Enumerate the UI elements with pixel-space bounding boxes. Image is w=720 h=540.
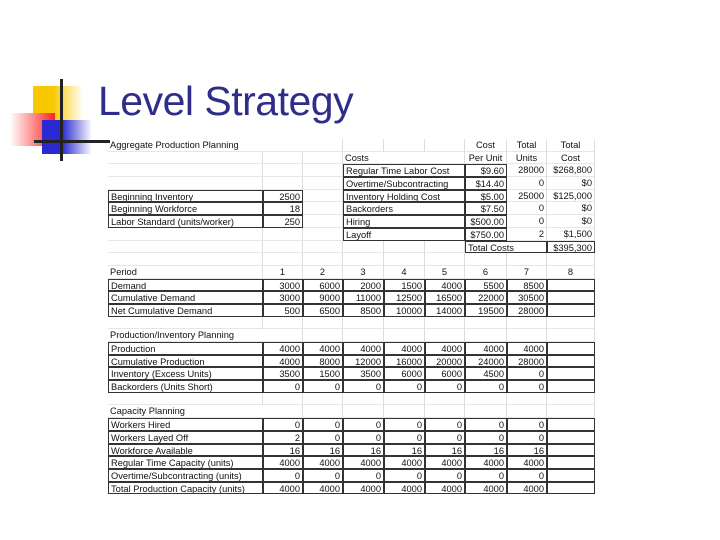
row-value[interactable]: 4000 (425, 279, 465, 292)
empty-cell[interactable] (108, 253, 263, 266)
row-value[interactable]: 14000 (425, 304, 465, 317)
row-value[interactable]: 3000 (263, 279, 303, 292)
header-per-unit[interactable]: Per Unit (465, 152, 507, 165)
row-value[interactable]: 2000 (343, 279, 384, 292)
row-value[interactable]: 11000 (343, 291, 384, 304)
period-label[interactable]: Period (108, 266, 263, 279)
row-value[interactable] (547, 482, 595, 495)
empty-cell[interactable] (108, 164, 263, 177)
empty-cell[interactable] (465, 317, 507, 330)
spreadsheet-table (108, 139, 595, 494)
row-label[interactable]: Net Cumulative Demand (108, 304, 263, 317)
empty-cell[interactable] (263, 253, 303, 266)
row-value[interactable]: 0 (343, 418, 384, 431)
row-value[interactable]: 4000 (465, 482, 507, 495)
period-number[interactable]: 1 (263, 266, 303, 279)
row-value[interactable]: 4000 (343, 456, 384, 469)
cost-per-unit[interactable]: $500.00 (465, 215, 507, 228)
empty-cell[interactable] (263, 241, 303, 254)
row-value[interactable]: 4000 (303, 482, 343, 495)
row-value[interactable] (547, 342, 595, 355)
empty-cell[interactable] (465, 329, 507, 342)
row-value[interactable]: 16 (343, 444, 384, 457)
cost-label[interactable]: Backorders (343, 202, 465, 215)
empty-cell[interactable] (384, 405, 425, 418)
cost-label[interactable]: Inventory Holding Cost (343, 190, 465, 203)
empty-cell[interactable] (465, 393, 507, 406)
row-value[interactable]: 4000 (263, 456, 303, 469)
empty-cell[interactable] (425, 253, 465, 266)
header-units[interactable]: Units (507, 152, 547, 165)
empty-cell[interactable] (263, 317, 303, 330)
empty-cell[interactable] (303, 329, 343, 342)
row-value[interactable]: 0 (465, 431, 507, 444)
row-value[interactable]: 4000 (425, 456, 465, 469)
row-value[interactable]: 4000 (263, 355, 303, 368)
empty-cell[interactable] (465, 253, 507, 266)
empty-cell[interactable] (425, 393, 465, 406)
row-value[interactable] (547, 469, 595, 482)
empty-cell[interactable] (507, 405, 547, 418)
period-number[interactable]: 7 (507, 266, 547, 279)
row-value[interactable]: 8500 (343, 304, 384, 317)
cost-label[interactable]: Overtime/Subcontracting (343, 177, 465, 190)
row-value[interactable]: 4500 (465, 367, 507, 380)
row-value[interactable]: 0 (507, 469, 547, 482)
row-value[interactable]: 4000 (425, 342, 465, 355)
cost-label[interactable]: Hiring (343, 215, 465, 228)
row-value[interactable]: 0 (384, 380, 425, 393)
row-value[interactable]: 4000 (507, 482, 547, 495)
row-value[interactable]: 8000 (303, 355, 343, 368)
row-value[interactable]: 6000 (425, 367, 465, 380)
row-value[interactable] (547, 380, 595, 393)
empty-cell[interactable] (384, 241, 425, 254)
row-value[interactable]: 4000 (384, 482, 425, 495)
empty-cell[interactable] (303, 393, 343, 406)
empty-cell[interactable] (303, 241, 343, 254)
empty-cell[interactable] (263, 152, 303, 165)
empty-cell[interactable] (507, 329, 547, 342)
empty-cell[interactable] (343, 329, 384, 342)
row-value[interactable]: 0 (303, 431, 343, 444)
empty-cell[interactable] (303, 405, 343, 418)
row-label[interactable]: Total Production Capacity (units) (108, 482, 263, 495)
row-value[interactable]: 0 (343, 469, 384, 482)
header-cost-2[interactable]: Cost (547, 152, 595, 165)
period-number[interactable]: 5 (425, 266, 465, 279)
horizontal-line-decoration (34, 140, 110, 143)
row-value[interactable]: 4000 (384, 342, 425, 355)
total-costs-label[interactable]: Total Costs (465, 241, 547, 254)
row-label[interactable]: Overtime/Subcontracting (units) (108, 469, 263, 482)
row-value[interactable] (547, 355, 595, 368)
row-value[interactable]: 0 (303, 418, 343, 431)
period-number[interactable]: 8 (547, 266, 595, 279)
input-value[interactable]: 250 (263, 215, 303, 228)
empty-cell[interactable] (108, 228, 263, 241)
row-value[interactable]: 9000 (303, 291, 343, 304)
cost-units[interactable]: 0 (507, 215, 547, 228)
empty-cell[interactable] (507, 317, 547, 330)
input-label[interactable]: Labor Standard (units/worker) (108, 215, 263, 228)
cost-per-unit[interactable]: $750.00 (465, 228, 507, 241)
empty-cell[interactable] (303, 215, 343, 228)
row-value[interactable]: 3500 (263, 367, 303, 380)
empty-cell[interactable] (547, 317, 595, 330)
row-value[interactable]: 6000 (384, 367, 425, 380)
empty-cell[interactable] (343, 139, 384, 152)
cost-total[interactable]: $268,800 (547, 164, 595, 177)
empty-cell[interactable] (425, 317, 465, 330)
row-value[interactable]: 30500 (507, 291, 547, 304)
cost-total[interactable]: $0 (547, 202, 595, 215)
row-value[interactable]: 19500 (465, 304, 507, 317)
row-value[interactable]: 4000 (384, 456, 425, 469)
row-value[interactable]: 3000 (263, 291, 303, 304)
input-value[interactable]: 2500 (263, 190, 303, 203)
empty-cell[interactable] (343, 405, 384, 418)
row-value[interactable]: 0 (465, 380, 507, 393)
empty-cell[interactable] (465, 405, 507, 418)
cost-total[interactable]: $1,500 (547, 228, 595, 241)
row-value[interactable]: 4000 (343, 342, 384, 355)
row-value[interactable] (547, 304, 595, 317)
row-value[interactable]: 24000 (465, 355, 507, 368)
row-value[interactable]: 0 (425, 418, 465, 431)
input-label[interactable]: Beginning Inventory (108, 190, 263, 203)
row-value[interactable]: 0 (507, 367, 547, 380)
row-label[interactable]: Production (108, 342, 263, 355)
empty-cell[interactable] (108, 177, 263, 190)
cost-label[interactable]: Regular Time Labor Cost (343, 164, 465, 177)
empty-cell[interactable] (425, 241, 465, 254)
row-value[interactable]: 2 (263, 431, 303, 444)
row-value[interactable]: 0 (507, 418, 547, 431)
row-value[interactable]: 4000 (425, 482, 465, 495)
row-value[interactable]: 16500 (425, 291, 465, 304)
row-value[interactable]: 3500 (343, 367, 384, 380)
row-value[interactable]: 16 (303, 444, 343, 457)
row-value[interactable]: 16 (425, 444, 465, 457)
cost-total[interactable]: $125,000 (547, 190, 595, 203)
row-label[interactable]: Cumulative Demand (108, 291, 263, 304)
row-value[interactable]: 0 (425, 469, 465, 482)
empty-cell[interactable] (303, 228, 343, 241)
period-number[interactable]: 3 (343, 266, 384, 279)
header-total-units[interactable]: Total (507, 139, 547, 152)
empty-cell[interactable] (303, 202, 343, 215)
section-heading-production[interactable]: Production/Inventory Planning (108, 329, 303, 342)
row-label[interactable]: Regular Time Capacity (units) (108, 456, 263, 469)
row-value[interactable]: 0 (263, 380, 303, 393)
row-value[interactable]: 4000 (507, 342, 547, 355)
cost-units[interactable]: 28000 (507, 164, 547, 177)
cost-total[interactable]: $0 (547, 215, 595, 228)
cost-units[interactable]: 0 (507, 177, 547, 190)
row-value[interactable]: 4000 (343, 482, 384, 495)
input-label[interactable]: Beginning Workforce (108, 202, 263, 215)
empty-cell[interactable] (507, 253, 547, 266)
row-value[interactable]: 0 (303, 469, 343, 482)
empty-cell[interactable] (263, 164, 303, 177)
empty-cell[interactable] (303, 177, 343, 190)
slide-title: Level Strategy (98, 78, 354, 124)
header-cost[interactable]: Cost (465, 139, 507, 152)
row-value[interactable]: 22000 (465, 291, 507, 304)
cost-per-unit[interactable]: $7.50 (465, 202, 507, 215)
empty-cell[interactable] (303, 317, 343, 330)
row-label[interactable]: Backorders (Units Short) (108, 380, 263, 393)
empty-cell[interactable] (108, 241, 263, 254)
period-number[interactable]: 6 (465, 266, 507, 279)
row-value[interactable]: 12500 (384, 291, 425, 304)
empty-cell[interactable] (108, 152, 263, 165)
row-value[interactable]: 4000 (303, 456, 343, 469)
row-value[interactable]: 28000 (507, 304, 547, 317)
row-value[interactable] (547, 444, 595, 457)
row-value[interactable]: 0 (507, 431, 547, 444)
cost-units[interactable]: 2 (507, 228, 547, 241)
row-value[interactable]: 6500 (303, 304, 343, 317)
row-label[interactable]: Inventory (Excess Units) (108, 367, 263, 380)
row-value[interactable]: 0 (384, 418, 425, 431)
row-value[interactable]: 4000 (465, 342, 507, 355)
row-value[interactable]: 0 (303, 380, 343, 393)
row-value[interactable]: 1500 (303, 367, 343, 380)
row-label[interactable]: Workers Hired (108, 418, 263, 431)
row-value[interactable] (547, 431, 595, 444)
row-value[interactable]: 0 (263, 418, 303, 431)
row-value[interactable]: 4000 (465, 456, 507, 469)
empty-cell[interactable] (343, 253, 384, 266)
total-costs-value[interactable]: $395,300 (547, 241, 595, 254)
row-value[interactable]: 16 (507, 444, 547, 457)
row-value[interactable] (547, 418, 595, 431)
row-value[interactable]: 0 (465, 418, 507, 431)
row-value[interactable]: 16 (465, 444, 507, 457)
empty-cell[interactable] (263, 177, 303, 190)
row-value[interactable] (547, 367, 595, 380)
row-value[interactable]: 16000 (384, 355, 425, 368)
cost-per-unit[interactable]: $14.40 (465, 177, 507, 190)
row-value[interactable]: 0 (384, 431, 425, 444)
row-value[interactable]: 0 (425, 431, 465, 444)
row-value[interactable]: 16 (263, 444, 303, 457)
header-total-cost[interactable]: Total (547, 139, 595, 152)
row-value[interactable]: 28000 (507, 355, 547, 368)
input-value[interactable]: 18 (263, 202, 303, 215)
row-value[interactable]: 0 (263, 469, 303, 482)
empty-cell[interactable] (425, 139, 465, 152)
section-heading-capacity[interactable]: Capacity Planning (108, 405, 303, 418)
empty-cell[interactable] (547, 405, 595, 418)
row-value[interactable]: 0 (425, 380, 465, 393)
empty-cell[interactable] (384, 393, 425, 406)
empty-cell[interactable] (384, 139, 425, 152)
empty-cell[interactable] (507, 393, 547, 406)
row-value[interactable]: 12000 (343, 355, 384, 368)
empty-cell[interactable] (303, 190, 343, 203)
empty-cell[interactable] (303, 164, 343, 177)
row-value[interactable] (547, 456, 595, 469)
cost-units[interactable]: 0 (507, 202, 547, 215)
empty-cell[interactable] (108, 317, 263, 330)
empty-cell[interactable] (303, 152, 343, 165)
row-value[interactable]: 1500 (384, 279, 425, 292)
vertical-line-decoration (60, 79, 63, 161)
empty-cell[interactable] (547, 253, 595, 266)
empty-cell[interactable] (384, 329, 425, 342)
row-value[interactable]: 0 (343, 380, 384, 393)
empty-cell[interactable] (547, 329, 595, 342)
row-value[interactable]: 0 (343, 431, 384, 444)
row-label[interactable]: Demand (108, 279, 263, 292)
row-value[interactable]: 0 (507, 380, 547, 393)
row-value[interactable]: 0 (465, 469, 507, 482)
blue-square-decoration (42, 120, 92, 154)
period-number[interactable]: 4 (384, 266, 425, 279)
row-label[interactable]: Workers Layed Off (108, 431, 263, 444)
sheet-title[interactable]: Aggregate Production Planning (108, 139, 343, 152)
row-value[interactable]: 5500 (465, 279, 507, 292)
row-value[interactable]: 8500 (507, 279, 547, 292)
header-costs[interactable]: Costs (343, 152, 465, 165)
empty-cell[interactable] (263, 228, 303, 241)
row-value[interactable] (547, 279, 595, 292)
cost-per-unit[interactable]: $5.00 (465, 190, 507, 203)
empty-cell[interactable] (425, 405, 465, 418)
empty-cell[interactable] (384, 317, 425, 330)
row-label[interactable]: Workforce Available (108, 444, 263, 457)
row-value[interactable]: 4000 (263, 342, 303, 355)
empty-cell[interactable] (384, 253, 425, 266)
cost-units[interactable]: 25000 (507, 190, 547, 203)
empty-cell[interactable] (108, 393, 263, 406)
cost-per-unit[interactable]: $9.60 (465, 164, 507, 177)
row-value[interactable]: 4000 (303, 342, 343, 355)
row-value[interactable]: 4000 (507, 456, 547, 469)
period-number[interactable]: 2 (303, 266, 343, 279)
row-value[interactable]: 0 (384, 469, 425, 482)
empty-cell[interactable] (343, 317, 384, 330)
row-value[interactable] (547, 291, 595, 304)
row-value[interactable]: 500 (263, 304, 303, 317)
row-value[interactable]: 6000 (303, 279, 343, 292)
row-value[interactable]: 16 (384, 444, 425, 457)
empty-cell[interactable] (343, 393, 384, 406)
row-value[interactable]: 10000 (384, 304, 425, 317)
empty-cell[interactable] (425, 329, 465, 342)
empty-cell[interactable] (547, 393, 595, 406)
empty-cell[interactable] (263, 393, 303, 406)
row-value[interactable]: 4000 (263, 482, 303, 495)
cost-label[interactable]: Layoff (343, 228, 465, 241)
row-label[interactable]: Cumulative Production (108, 355, 263, 368)
cost-total[interactable]: $0 (547, 177, 595, 190)
empty-cell[interactable] (303, 253, 343, 266)
row-value[interactable]: 20000 (425, 355, 465, 368)
empty-cell[interactable] (343, 241, 384, 254)
